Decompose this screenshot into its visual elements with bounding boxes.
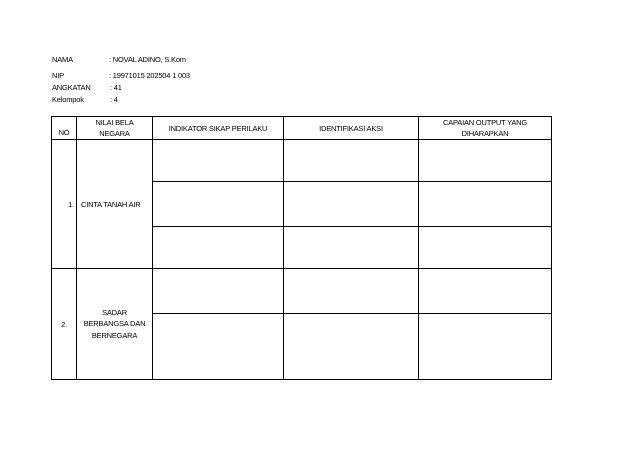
row1-indikator-cell-3[interactable] [153, 227, 284, 269]
row2-value [77, 269, 153, 380]
row2-identifikasi-cell-1[interactable] [284, 269, 419, 314]
header-nilai-line2: NEGARA [99, 129, 130, 138]
nip-value: : 19971015 202504 1 003 [109, 71, 190, 80]
nama-label: NAMA [52, 55, 73, 64]
header-capaian-line1: CAPAIAN OUTPUT YANG [443, 118, 527, 127]
row1-no: 1. [52, 140, 77, 269]
row1-capaian-cell-2[interactable] [419, 182, 552, 227]
kelompok-label: Kelompok [52, 95, 84, 104]
kelompok-value: : 4 [110, 95, 118, 104]
header-no-label: NO [58, 128, 70, 137]
header-capaian [419, 117, 552, 140]
row1-indikator-cell-2[interactable] [153, 182, 284, 227]
header-nilai [77, 117, 153, 140]
header-capaian-line2: DIHARAPKAN [461, 129, 509, 138]
row2-value-line2: BERBANGSA DAN [83, 319, 146, 329]
nama-value: : NOVAL ADINO, S.Kom [109, 55, 186, 64]
row1-identifikasi-cell-3[interactable] [284, 227, 419, 269]
row2-value-line3: BERNEGARA [91, 330, 138, 340]
nip-label: NIP [52, 71, 64, 80]
row1-capaian-cell-1[interactable] [419, 140, 552, 182]
header-nilai-line1: NILAI BELA [95, 118, 134, 127]
header-no [52, 117, 77, 140]
table-row [52, 269, 552, 314]
row1-identifikasi-cell-2[interactable] [284, 182, 419, 227]
row1-indikator-cell-1[interactable] [153, 140, 284, 182]
header-row [52, 117, 552, 140]
row2-indikator-cell-1[interactable] [153, 269, 284, 314]
row1-capaian-cell-3[interactable] [419, 227, 552, 269]
table-row [52, 140, 552, 182]
row2-identifikasi-cell-2[interactable] [284, 314, 419, 380]
angkatan-value: : 41 [110, 83, 122, 92]
row2-capaian-cell-2[interactable] [419, 314, 552, 380]
row2-no: 2. [52, 269, 77, 380]
row2-capaian-cell-1[interactable] [419, 269, 552, 314]
row2-value-line1: SADAR [102, 307, 127, 317]
row1-value: CINTA TANAH AIR [77, 140, 153, 269]
header-indikator-label: INDIKATOR SIKAP PERILAKU [168, 123, 268, 133]
header-indikator [153, 117, 284, 140]
angkatan-label: ANGKATAN [52, 83, 91, 92]
header-identifikasi-label: IDENTIFIKASI AKSI [319, 123, 383, 133]
header-identifikasi [284, 117, 419, 140]
action-plan-table [51, 116, 552, 380]
row1-identifikasi-cell-1[interactable] [284, 140, 419, 182]
row2-indikator-cell-2[interactable] [153, 314, 284, 380]
